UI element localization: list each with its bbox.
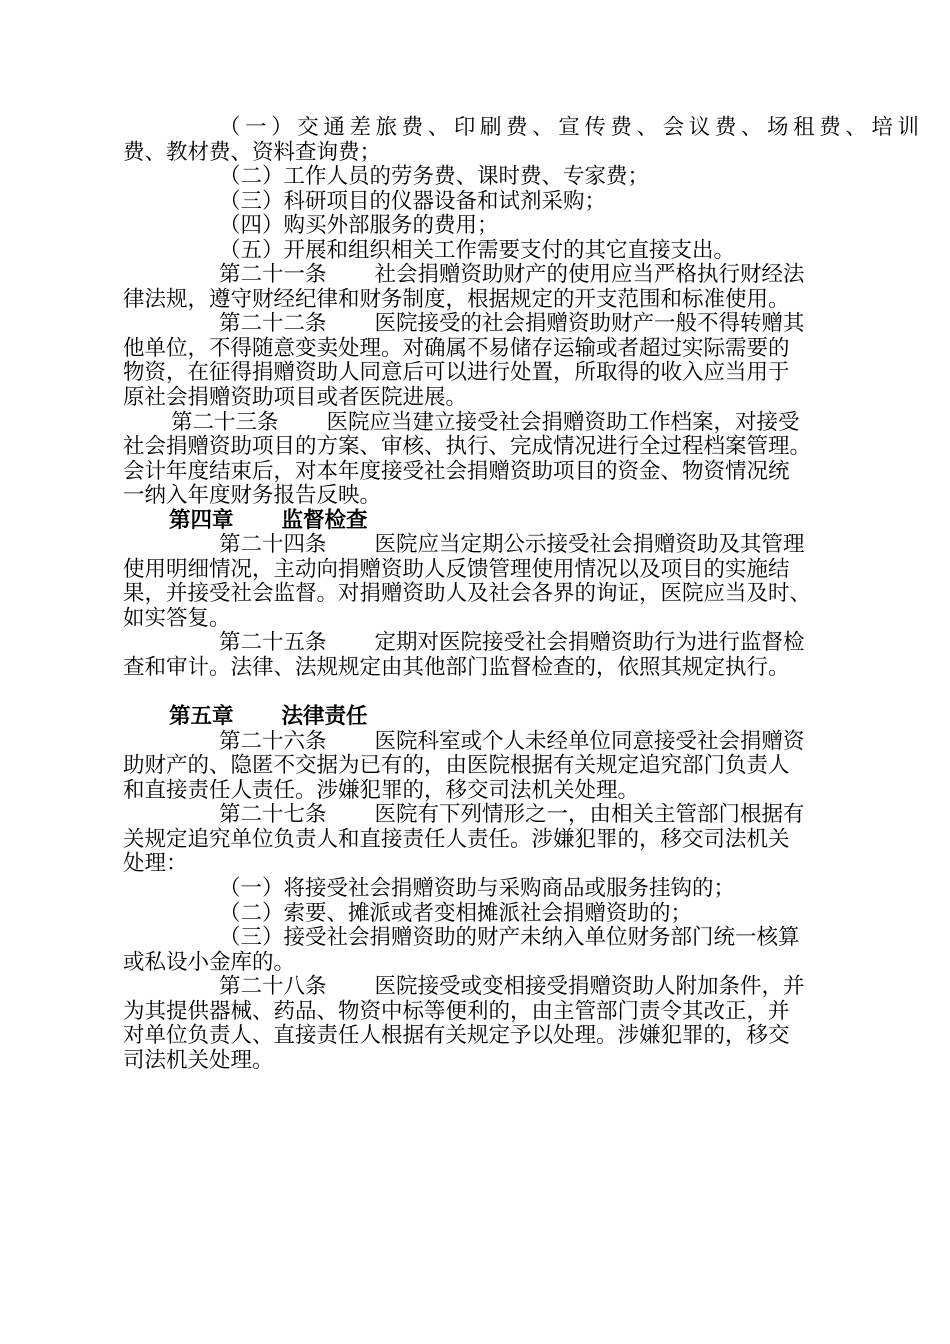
line-text: 医院应当定期公示接受社会捐赠资助及其管理 [374, 532, 805, 558]
chapter-title: 监督检查 [281, 507, 368, 533]
text-line [123, 190, 823, 215]
blank-line [123, 681, 823, 706]
line-text: 处理： [123, 851, 188, 877]
text-line [123, 386, 823, 411]
chapter-title: 法律责任 [281, 704, 368, 730]
article-number: 第二十四条 [219, 532, 327, 558]
line-text: 他单位，不得随意变卖处理。对确属不易储存运输或者超过实际需要的 [123, 335, 790, 361]
chapter-heading [123, 509, 823, 534]
article-number: 第二十一条 [219, 262, 327, 288]
text-line [123, 141, 823, 166]
line-text: 物资，在征得捐赠资助人同意后可以进行处置，所取得的收入应当用于 [123, 360, 790, 386]
line-text: 原社会捐赠资助项目或者医院进展。 [123, 385, 468, 411]
text-line [123, 902, 823, 927]
article-line [123, 533, 823, 558]
line-text: （三）科研项目的仪器设备和试剂采购； [219, 188, 607, 214]
article-number: 第二十八条 [219, 974, 327, 1000]
line-text: 律法规，遵守财经纪律和财务制度，根据规定的开支范围和标准使用。 [123, 286, 790, 312]
line-text: 和直接责任人责任。涉嫌犯罪的，移交司法机关处理。 [123, 777, 640, 803]
line-text: 医院科室或个人未经单位同意接受社会捐赠资 [374, 728, 805, 754]
article-line [123, 263, 823, 288]
text-line [123, 877, 823, 902]
text-line [123, 558, 823, 583]
article-number: 第二十七条 [219, 802, 327, 828]
text-line [123, 828, 823, 853]
line-text: 医院接受的社会捐赠资助财产一般不得转赠其 [374, 311, 805, 337]
line-text: 定期对医院接受社会捐赠资助行为进行监督检 [374, 630, 805, 656]
article-line [123, 411, 823, 436]
text-line [123, 951, 823, 976]
line-text: （三）接受社会捐赠资助的财产未纳入单位财务部门统一核算 [219, 925, 800, 951]
line-text: 查和审计。法律、法规规定由其他部门监督检查的，依照其规定执行。 [123, 655, 790, 681]
line-text: 社会捐赠资助财产的使用应当严格执行财经法 [374, 262, 805, 288]
text-line [123, 337, 823, 362]
article-line [123, 312, 823, 337]
text-line [123, 288, 823, 313]
line-text: 助财产的、隐匿不交据为已有的，由医院根据有关规定追究部门负责人 [123, 753, 790, 779]
line-text: 医院有下列情形之一，由相关主管部门根据有 [374, 802, 805, 828]
line-text: 对单位负责人、直接责任人根据有关规定予以处理。涉嫌犯罪的，移交 [123, 1023, 790, 1049]
chapter-number: 第四章 [169, 507, 234, 533]
line-text: 医院应当建立接受社会捐赠资助工作档案，对接受 [326, 409, 800, 435]
article-line [123, 730, 823, 755]
article-line [123, 803, 823, 828]
line-text: 或私设小金库的。 [123, 949, 296, 975]
text-line [123, 435, 823, 460]
text-line [123, 165, 823, 190]
document-body [123, 115, 919, 1073]
line-text: 果，并接受社会监督。对捐赠资助人及社会各界的询证，医院应当及时、 [123, 581, 812, 607]
line-text: 使用明细情况，主动向捐赠资助人反馈管理使用情况以及项目的实施结 [123, 556, 790, 582]
line-text: 关规定追究单位负责人和直接责任人责任。涉嫌犯罪的，移交司法机关 [123, 826, 790, 852]
chapter-heading [123, 705, 823, 730]
text-line [123, 214, 823, 239]
article-line [123, 631, 823, 656]
article-line [123, 975, 823, 1000]
text-line [123, 460, 823, 485]
line-text: 如实答复。 [123, 605, 231, 631]
line-text: 一纳入年度财务报告反映。 [123, 483, 382, 509]
text-line [123, 361, 823, 386]
line-text: （二）工作人员的劳务费、课时费、专家费； [219, 164, 650, 190]
text-line [123, 1000, 823, 1025]
chapter-number: 第五章 [169, 704, 234, 730]
line-text: （四）购买外部服务的费用； [219, 213, 499, 239]
text-line [123, 239, 823, 264]
text-line [123, 656, 823, 681]
line-text: 会计年度结束后，对本年度接受社会捐赠资助项目的资金、物资情况统 [123, 458, 790, 484]
line-text: 为其提供器械、药品、物资中标等便利的，由主管部门责令其改正，并 [123, 998, 790, 1024]
line-text: 社会捐赠资助项目的方案、审核、执行、完成情况进行全过程档案管理。 [123, 434, 812, 460]
line-text: 医院接受或变相接受捐赠资助人附加条件，并 [374, 974, 805, 1000]
line-text: 司法机关处理。 [123, 1047, 274, 1073]
article-number: 第二十三条 [171, 409, 279, 435]
article-number: 第二十五条 [219, 630, 327, 656]
article-number: 第二十六条 [219, 728, 327, 754]
text-line [123, 484, 823, 509]
text-line [123, 1024, 823, 1049]
text-line [123, 754, 823, 779]
text-line [123, 852, 823, 877]
article-number: 第二十二条 [219, 311, 327, 337]
line-text: （二）索要、摊派或者变相摊派社会捐赠资助的； [219, 900, 693, 926]
line-text: （五）开展和组织相关工作需要支付的其它直接支出。 [219, 237, 736, 263]
text-line [123, 1049, 823, 1074]
text-line [123, 779, 823, 804]
text-line [123, 926, 823, 951]
line-text: （一）将接受社会捐赠资助与采购商品或服务挂钩的； [219, 875, 736, 901]
text-line [123, 607, 823, 632]
line-text: 费、教材费、资料查询费； [123, 139, 382, 165]
text-line [123, 582, 823, 607]
line-text: （一）交通差旅费、印刷费、宣传费、会议费、场租费、培训 [219, 115, 919, 140]
text-line [123, 116, 919, 141]
